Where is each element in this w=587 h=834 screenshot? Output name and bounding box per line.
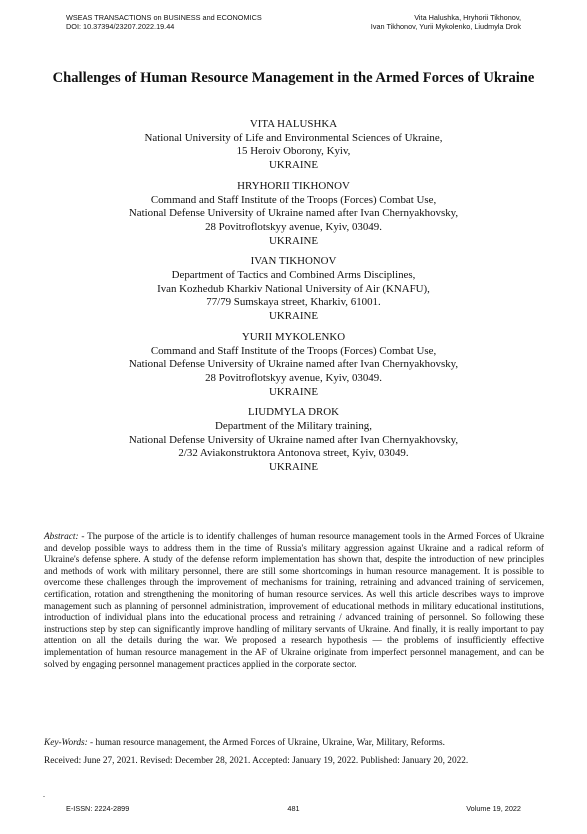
affiliation-line: Command and Staff Institute of the Troops (Forces) Combat Use, [150,344,437,357]
affiliation-line: 15 Heroiv Oborony, Kyiv, [236,145,351,158]
author-block [40,118,547,173]
affiliation-country: UKRAINE [268,385,318,398]
affiliation-line: Command and Staff Institute of the Troops (Forces) Combat Use, [150,193,437,206]
doi: DOI: 10.37394/23207.2022.19.44 [66,22,175,31]
abstract [44,532,544,671]
keywords [44,738,544,750]
abstract-label: Abstract: [44,532,79,542]
affiliation-line: Ivan Kozhedub Kharkiv National University of Air (KNAFU), [157,282,430,295]
affiliation-line: 77/79 Sumskaya street, Kharkiv, 61001. [206,296,381,309]
keywords-text: - human resource management, the Armed Forces of Ukraine, Ukraine, War, Military, Reforms. [87,738,445,748]
affiliation-country: UKRAINE [268,159,318,172]
affiliation-line: National Defense University of Ukraine named after Ivan Chernyakhovsky, [128,433,459,446]
affiliation-line: National University of Life and Environmental Sciences of Ukraine, [144,131,443,144]
author-name: YURII MYKOLENKO [241,330,346,343]
author-name: VITA HALUSHKA [249,118,338,130]
running-header-right [371,13,521,31]
affiliation-line: National Defense University of Ukraine named after Ivan Chernyakhovsky, [128,207,459,220]
affiliation-line: Department of Tactics and Combined Arms Disciplines, [171,269,416,282]
keywords-label: Key-Words: [44,738,88,748]
footer-issn: E-ISSN: 2224-2899 [66,804,130,813]
paper-title: Challenges of Human Resource Management in the Armed Forces of Ukraine [52,70,535,86]
author-block [40,331,547,400]
footnote-dot: - [43,794,45,800]
affiliation-country: UKRAINE [268,234,318,247]
author-block [40,180,547,249]
affiliation-line: Department of the Military training, [215,420,372,433]
footer-volume: Volume 19, 2022 [466,804,521,813]
header-authors-line-1: Vita Halushka, Hryhorii Tikhonov, [414,13,521,22]
author-block [40,255,547,324]
author-block [40,406,547,475]
submission-dates: Received: June 27, 2021. Revised: December 28, 2021. Accepted: January 19, 2022. Published: January 20, 2022. [44,756,469,766]
author-name: HRYHORII TIKHONOV [237,179,350,192]
affiliation-line: 28 Povitroflotskyy avenue, Kyiv, 03049. [205,220,382,233]
abstract-text: - The purpose of the article is to identify challenges of human resource management tools in the Armed Forces of Ukraine and develop possible ways to address them in the time of Russia's military aggression against Ukraine and a radical reform of Ukraine's defense sphere. A study of the defense reform implementation has shown that, despite the introduction of new principles and methods of work with military personnel, there are still some shortcomings in human resource management. It is possible to overcome these challenges through the improvement of mechanisms for training, retraining and advanced training of servicemen, certification, rotation and strengthening the monitoring of human resource services. As well this article describes ways to improve management such as planning of personnel administration, improvement of educational methods in military educational institutions, introduction of individual plans into the educational process and retraining / advanced training of personnel. So following these instructions step by step can significantly improve handling of military servants of Ukraine. And finally, it is really important to pay attention on all the details during the war. We proposed a research hypothesis — the problems of insufficiently effective implementation of human resource management in the AF of Ukraine originate from imperfect personnel management, and can be solved by engaging personnel management practices applied in the corporate sector. [44,532,544,670]
author-list [40,118,547,482]
running-header-left [66,13,262,31]
header-authors-line-2: Ivan Tikhonov, Yurii Mykolenko, Liudmyla Drok [370,22,521,31]
affiliation-country: UKRAINE [268,461,318,474]
affiliation-country: UKRAINE [268,310,318,323]
author-name: LIUDMYLA DROK [247,406,340,419]
affiliation-line: 28 Povitroflotskyy avenue, Kyiv, 03049. [205,371,382,384]
journal-name: WSEAS TRANSACTIONS on BUSINESS and ECONOMICS [66,13,262,22]
affiliation-line: 2/32 Aviakonstruktora Antonova street, Kyiv, 03049. [178,447,409,460]
author-name: IVAN TIKHONOV [250,255,337,268]
affiliation-line: National Defense University of Ukraine named after Ivan Chernyakhovsky, [128,358,459,371]
footer-page-number: 481 [287,804,300,813]
